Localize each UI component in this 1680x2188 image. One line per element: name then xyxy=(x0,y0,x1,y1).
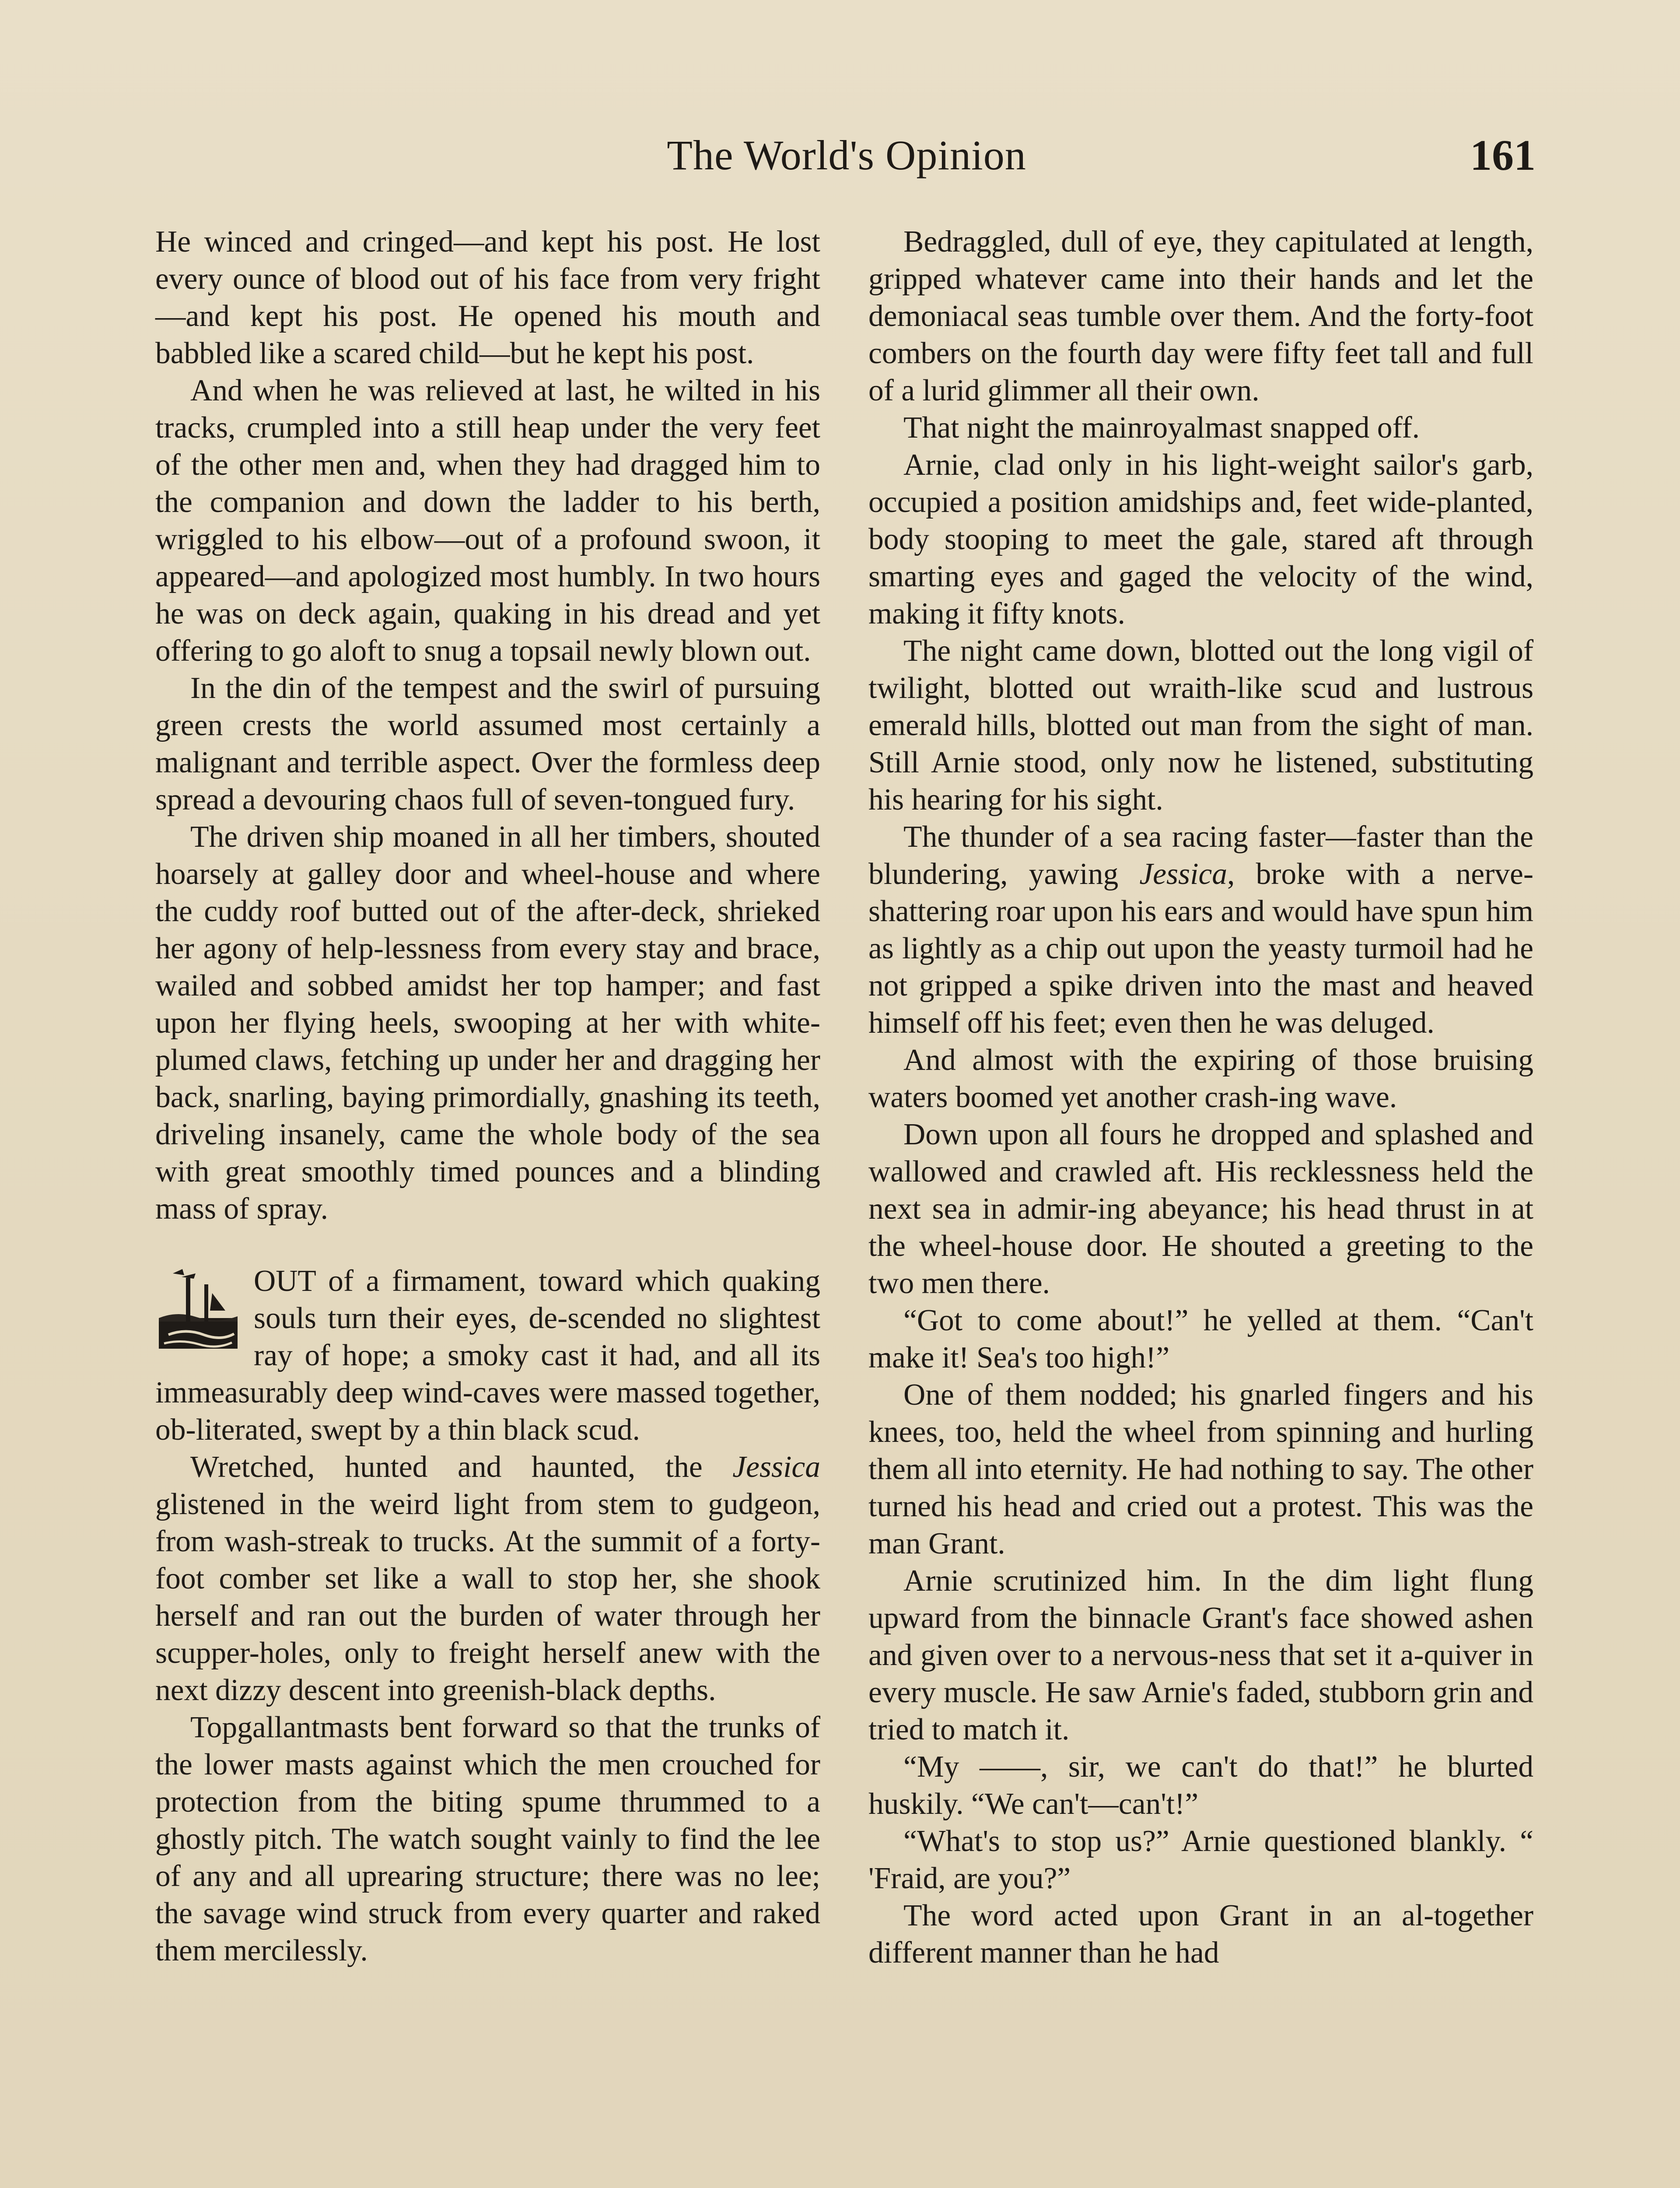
right-column xyxy=(868,223,1533,1971)
running-head: The World's Opinion xyxy=(667,132,1026,179)
paragraph: The word acted upon Grant in an al-together different manner than he had xyxy=(868,1899,1533,1970)
paragraph: And when he was relieved at last, he wilted in his tracks, crumpled into a still heap under the very feet of the other men and, when they had dragged him to the companion and down the ladder to his berth, wriggled to his elbow—out of a profound swoon, it appeared—and apologized most humbly. In two hours he was on deck again, quaking in his dread and yet offering to go aloft to snug a topsail newly blown out. xyxy=(155,374,820,668)
paragraph: Arnie scrutinized him. In the dim light flung upward from the binnacle Grant's face showed ashen and given over to a nervous-ness that set it a-quiver in every muscle. He saw Arnie's faded, stubborn grin and tried to match it. xyxy=(868,1564,1533,1746)
page-header xyxy=(158,127,1536,184)
paragraph: Wretched, hunted and haunted, the Jessica glistened in the weird light from stem to gudgeon, from wash-streak to trucks. At the summit of a forty-foot comber set like a wall to stop her, she shook herself and ran out the burden of water through her scupper-holes, only to freight herself anew with the next dizzy descent into greenish-black depths. xyxy=(155,1450,820,1707)
paragraph: The night came down, blotted out the long vigil of twilight, blotted out wraith-like scud and lustrous emerald hills, blotted out man from the sight of man. Still Arnie stood, only now he listened, substituting his hearing for his sight. xyxy=(868,634,1533,817)
paragraph: Down upon all fours he dropped and splashed and wallowed and crawled aft. His recklessness held the next sea in admir-ing abeyance; his head thrust in at the wheel-house door. He shouted a greeting to the two men there. xyxy=(868,1118,1533,1300)
paragraph: The driven ship moaned in all her timbers, shouted hoarsely at galley door and wheel-house and where the cuddy roof butted out of the after-deck, shrieked her agony of help-lessness from every stay and brace, wailed and sobbed amidst her top hamper; and fast upon her flying heels, swooping at her with white-plumed claws, fetching up under her and dragging her back, snarling, baying primordially, gnashing its teeth, driveling insanely, came the whole body of the sea with great smoothly timed pounces and a blinding mass of spray. xyxy=(155,820,820,1226)
dialogue-paragraph: “My ——, sir, we can't do that!” he blurted huskily. “We can't—can't!” xyxy=(868,1750,1533,1821)
dialogue-paragraph: “What's to stop us?” Arnie questioned blankly. “ 'Fraid, are you?” xyxy=(868,1824,1533,1895)
page-number: 161 xyxy=(1470,131,1536,179)
ship-vignette-icon-graphic xyxy=(155,1269,241,1356)
paragraph: He winced and cringed—and kept his post. He lost every ounce of blood out of his face from very fright—and kept his post. He opened his mouth and babbled like a scared child—but he kept his post. xyxy=(155,225,820,370)
section-opening-paragraph: OUT of a firmament, toward which quaking souls turn their eyes, de-scended no slightest ray of hope; a smoky cast it had, and all its immeasurably deep wind-caves were massed together, ob-literated, swept by a thin black scud. xyxy=(155,1264,820,1447)
paragraph: Arnie, clad only in his light-weight sailor's garb, occupied a position amidships and, feet wide-planted, body stooping to meet the gale, stared aft through smarting eyes and gaged the velocity of the wind, making it fifty knots. xyxy=(868,448,1533,631)
paragraph: In the din of the tempest and the swirl of pursuing green crests the world assumed most certainly a malignant and terrible aspect. Over the formless deep spread a devouring chaos full of seven-tongued fury. xyxy=(155,671,820,817)
paragraph: And almost with the expiring of those bruising waters boomed yet another crash-ing wave. xyxy=(868,1043,1533,1114)
paragraph: The thunder of a sea racing faster—faster than the blundering, yawing Jessica, broke with a nerve-shattering roar upon his ears and would have spun him as lightly as a chip out upon the yeasty turmoil had he not gripped a spike driven into the mast and heaved himself off his feet; even then he was deluged. xyxy=(868,820,1533,1040)
paragraph: Bedraggled, dull of eye, they capitulated at length, gripped whatever came into their hands and let the demoniacal seas tumble over them. And the forty-foot combers on the fourth day were fifty feet tall and full of a lurid glimmer all their own. xyxy=(868,225,1533,407)
dialogue-paragraph: “Got to come about!” he yelled at them. “Can't make it! Sea's too high!” xyxy=(868,1304,1533,1375)
ship-vignette-icon xyxy=(155,1269,241,1356)
paragraph: Topgallantmasts bent forward so that the trunks of the lower masts against which the men crouched for protection from the biting spume thrummed to a ghostly pitch. The watch sought vainly to find the lee of any and all uprearing structure; there was no lee; the savage wind struck from every quarter and raked them mercilessly. xyxy=(155,1711,820,1967)
left-column xyxy=(155,223,820,1969)
paragraph: That night the mainroyalmast snapped off. xyxy=(903,411,1420,445)
paragraph: One of them nodded; his gnarled fingers and his knees, too, held the wheel from spinning and hurling them all into eternity. He had nothing to say. The other turned his head and cried out a protest. This was the man Grant. xyxy=(868,1378,1533,1560)
